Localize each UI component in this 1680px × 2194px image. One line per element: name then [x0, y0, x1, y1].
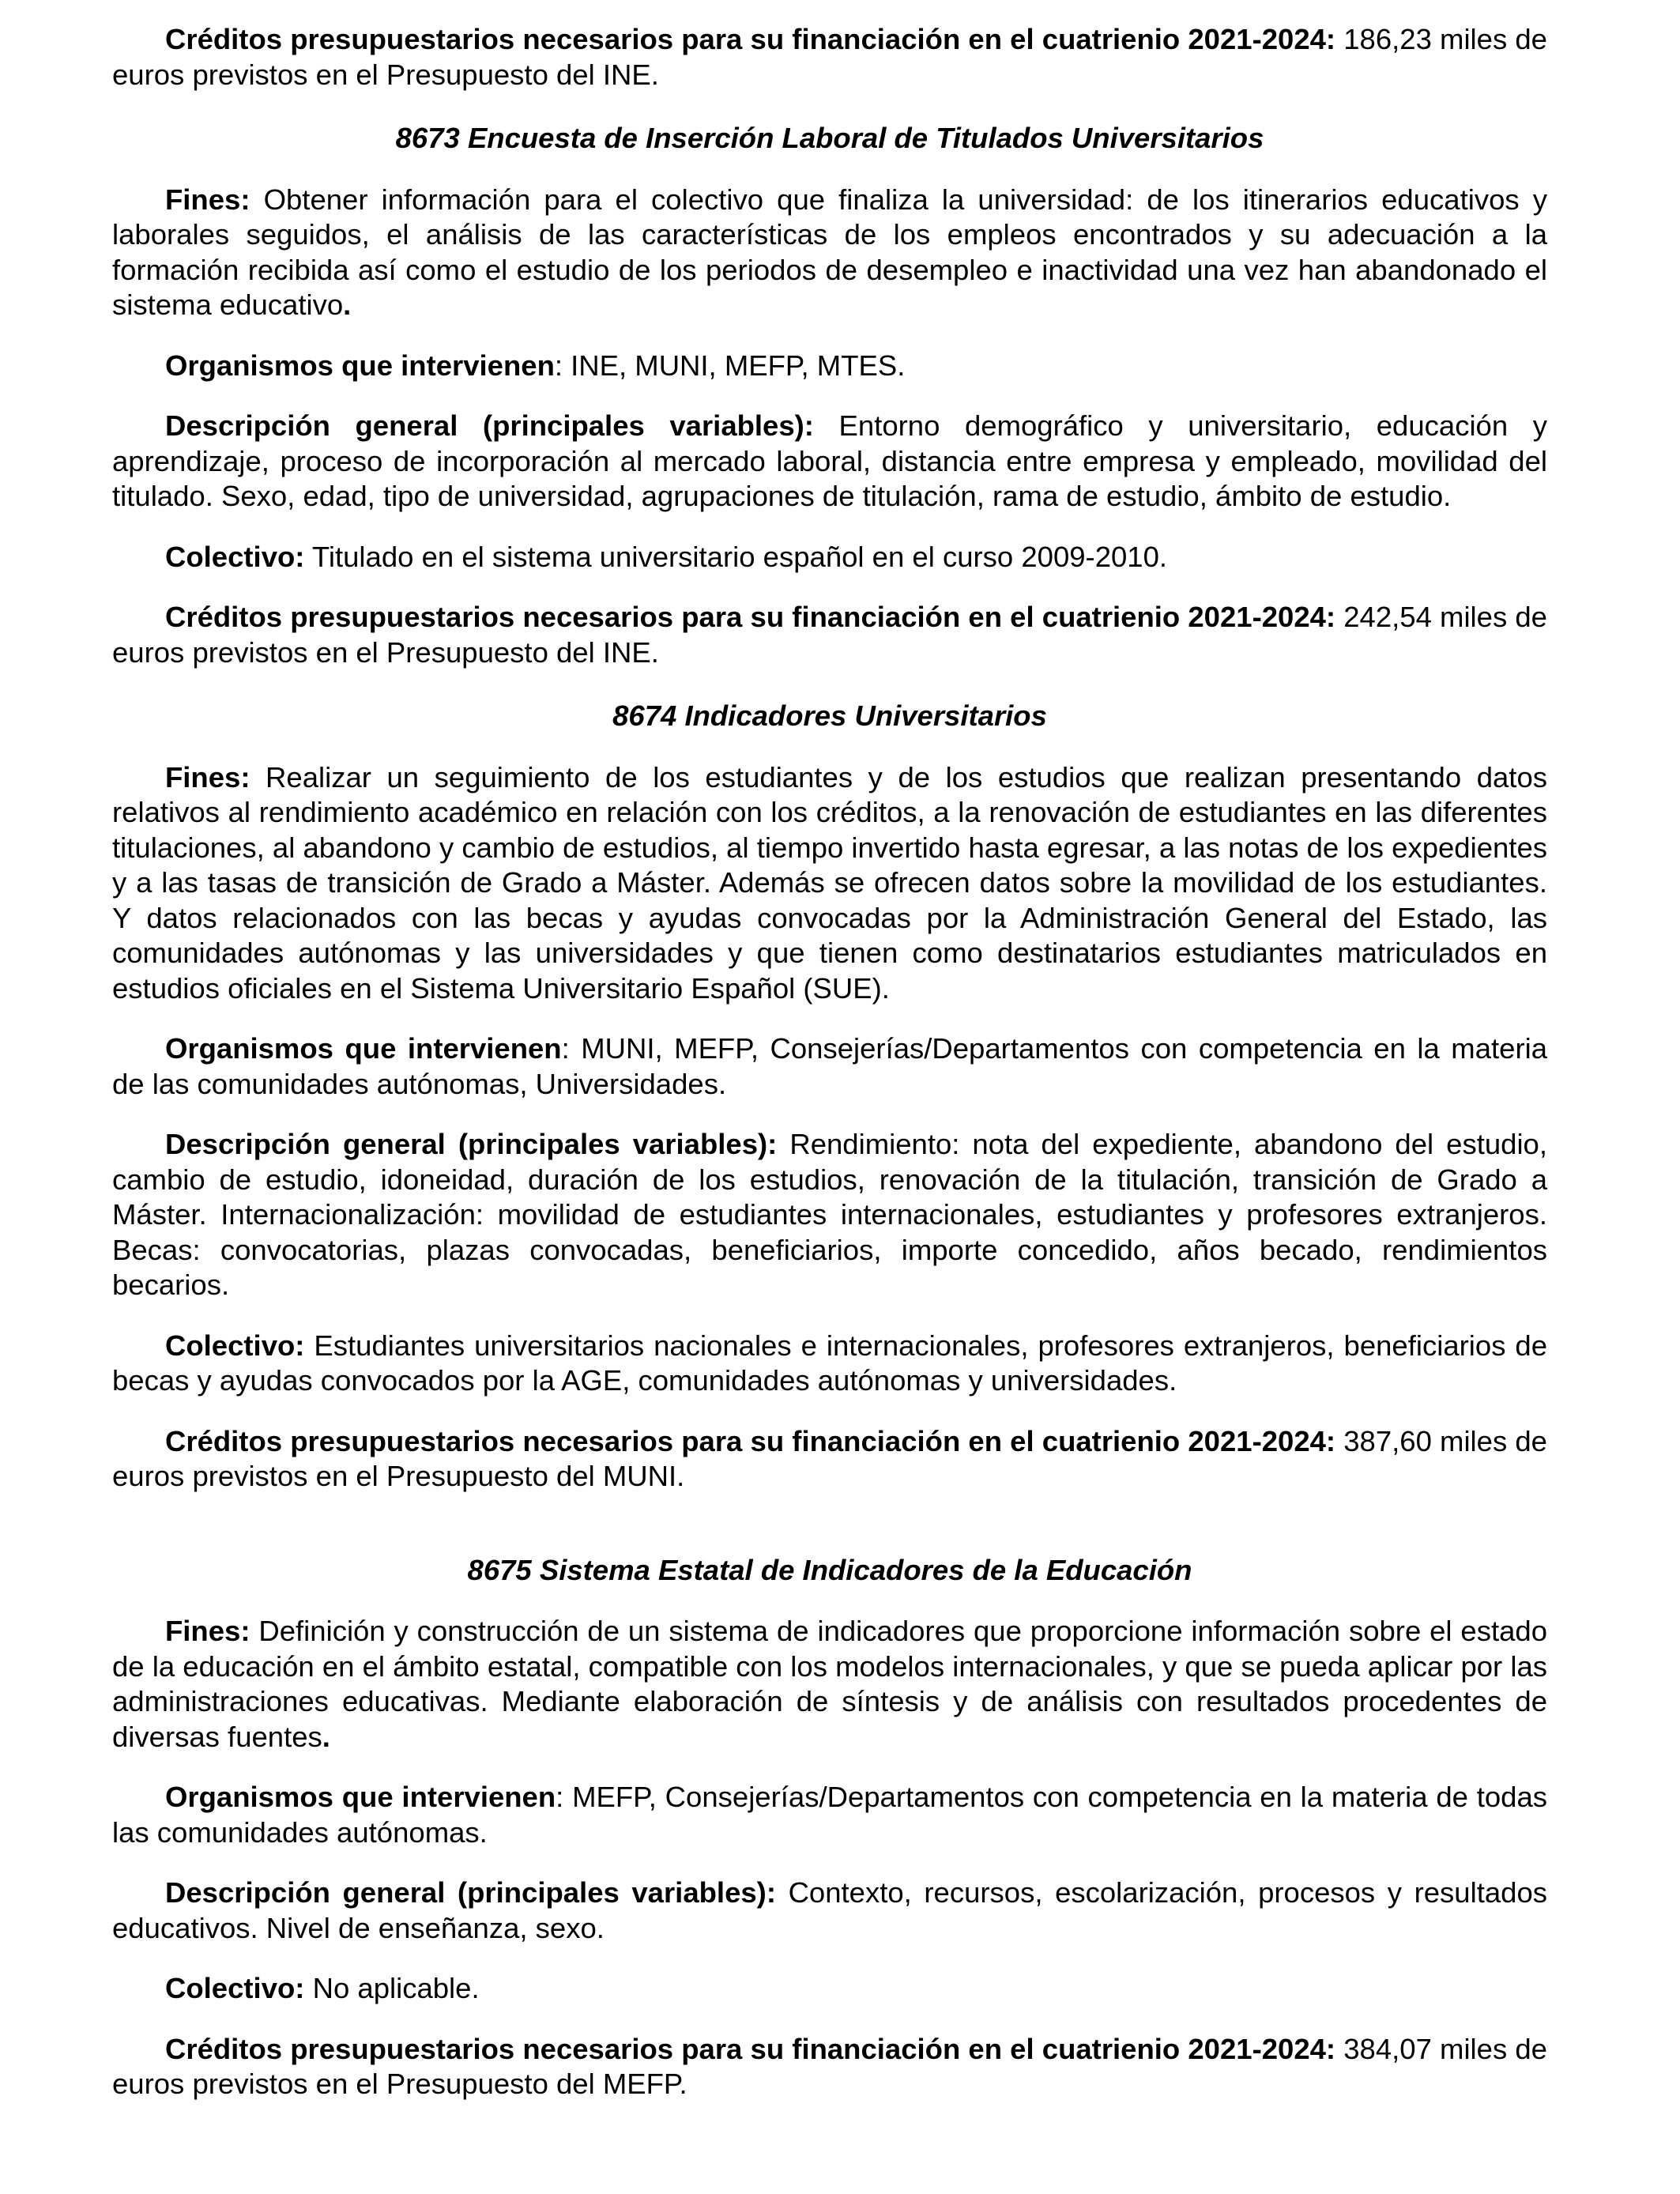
colectivo-paragraph-8675: [112, 1971, 1547, 2007]
organismos-text: : MUNI, MEFP, Consejerías/Departamentos con competencia en la materia de las comunidades autónomas, Universidades.: [112, 1032, 1548, 1100]
descripcion-label: Descripción general (principales variables):: [165, 1876, 776, 1909]
fines-paragraph-8675: [112, 1614, 1547, 1755]
fines-end: .: [322, 1720, 330, 1753]
fines-text: Obtener información para el colectivo que finaliza la universidad: de los itinerarios educativos y laborales seguidos, el análisis de las características de los empleos encontrados y su adecuación a la formación recibida así como el estudio de los periodos de desempleo e inactividad una vez han abandonado el sistema educativo: [112, 183, 1547, 321]
fines-paragraph-8674: [112, 760, 1547, 1007]
creditos-label: Créditos presupuestarios necesarios para su financiación en el cuatrienio 2021-2024:: [165, 601, 1336, 633]
organismos-text: : MEFP, Consejerías/Departamentos con competencia en la materia de todas las comunidades autónomas.: [112, 1781, 1548, 1849]
creditos-paragraph-8675: [112, 2032, 1547, 2102]
descripcion-label: Descripción general (principales variables):: [165, 409, 814, 442]
descripcion-text: Rendimiento: nota del expediente, abandono del estudio, cambio de estudio, idoneidad, duración de los estudios, renovación de la titulación, transición de Grado a Máster. Internacionalización: movilidad de estudiantes internacionales, estudiantes y profesores extranjeros. Becas: convocatorias, plazas convocadas, beneficiarios, importe concedido, años becado, rendimientos becarios.: [112, 1128, 1547, 1301]
fines-text: Definición y construcción de un sistema de indicadores que proporcione información sobre el estado de la educación en el ámbito estatal, compatible con los modelos internacionales, y que se pueda aplicar por las administraciones educativas. Mediante elaboración de síntesis y de análisis con resultados procedentes de diversas fuentes: [112, 1615, 1547, 1753]
organismos-paragraph-8674: [112, 1031, 1547, 1102]
descripcion-paragraph-8673: [112, 409, 1547, 515]
organismos-text: : INE, MUNI, MEFP, MTES.: [554, 349, 906, 382]
creditos-paragraph-8674: [112, 1424, 1547, 1495]
intro-creditos-paragraph: [112, 22, 1547, 92]
colectivo-label: Colectivo:: [165, 1329, 305, 1362]
fines-label: Fines:: [165, 1615, 250, 1647]
creditos-label: Créditos presupuestarios necesarios para su financiación en el cuatrienio 2021-2024:: [165, 2032, 1336, 2065]
organismos-label: Organismos que intervienen: [165, 1032, 562, 1065]
fines-label: Fines:: [165, 183, 250, 216]
fines-paragraph-8673: [112, 183, 1547, 323]
fines-label: Fines:: [165, 760, 250, 794]
creditos-text: 186,23 miles de euros previstos en el Presupuesto del INE.: [112, 23, 1547, 91]
section-title-8673: 8673 Encuesta de Inserción Laboral de Titulados Universitarios: [395, 122, 1264, 154]
colectivo-paragraph-8674: [112, 1329, 1547, 1399]
creditos-paragraph-8673: [112, 600, 1547, 670]
creditos-text: 387,60 miles de euros previstos en el Presupuesto del MUNI.: [112, 1424, 1547, 1492]
organismos-paragraph-8673: [112, 349, 1547, 384]
descripcion-paragraph-8675: [112, 1875, 1547, 1946]
colectivo-text: No aplicable.: [304, 1972, 480, 2004]
colectivo-label: Colectivo:: [165, 540, 305, 573]
creditos-label: Créditos presupuestarios necesarios para su financiación en el cuatrienio 2021-2024:: [165, 23, 1336, 55]
colectivo-label: Colectivo:: [165, 1972, 305, 2004]
section-title-8675: 8675 Sistema Estatal de Indicadores de la Educación: [467, 1553, 1192, 1586]
descripcion-text: Entorno demográfico y universitario, educación y aprendizaje, proceso de incorporación al mercado laboral, distancia entre empresa y empleado, movilidad del titulado. Sexo, edad, tipo de universidad, agrupaciones de titulación, rama de estudio, ámbito de estudio.: [112, 409, 1547, 512]
colectivo-text: Titulado en el sistema universitario español en el curso 2009-2010.: [304, 540, 1168, 573]
organismos-paragraph-8675: [112, 1780, 1547, 1850]
descripcion-paragraph-8674: [112, 1127, 1547, 1303]
creditos-text: 384,07 miles de euros previstos en el Presupuesto del MEFP.: [112, 2032, 1547, 2100]
fines-end: .: [343, 288, 352, 321]
colectivo-paragraph-8673: [112, 540, 1547, 575]
colectivo-text: Estudiantes universitarios nacionales e internacionales, profesores extranjeros, beneficiarios de becas y ayudas convocados por la AGE, comunidades autónomas y universidades.: [112, 1329, 1547, 1397]
descripcion-text: Contexto, recursos, escolarización, procesos y resultados educativos. Nivel de enseñanza, sexo.: [112, 1876, 1547, 1944]
organismos-label: Organismos que intervienen: [165, 349, 555, 382]
organismos-label: Organismos que intervienen: [165, 1781, 556, 1813]
fines-text: Realizar un seguimiento de los estudiantes y de los estudios que realizan presentando datos relativos al rendimiento académico en relación con los créditos, a la renovación de estudiantes en las diferentes titulaciones, al abandono y cambio de estudios, al tiempo invertido hasta egresar, a las notas de los expedientes y a las tasas de transición de Grado a Máster. Además se ofrecen datos sobre la movilidad de los estudiantes. Y datos relacionados con las becas y ayudas convocadas por la Administración General del Estado, las comunidades autónomas y las universidades y que tienen como destinatarios estudiantes matriculados en estudios oficiales en el Sistema Universitario Español (SUE).: [112, 760, 1547, 1005]
creditos-text: 242,54 miles de euros previstos en el Presupuesto del INE.: [112, 601, 1547, 669]
descripcion-label: Descripción general (principales variables):: [165, 1128, 778, 1160]
creditos-label: Créditos presupuestarios necesarios para su financiación en el cuatrienio 2021-2024:: [165, 1424, 1336, 1457]
section-title-8674: 8674 Indicadores Universitarios: [612, 699, 1047, 732]
